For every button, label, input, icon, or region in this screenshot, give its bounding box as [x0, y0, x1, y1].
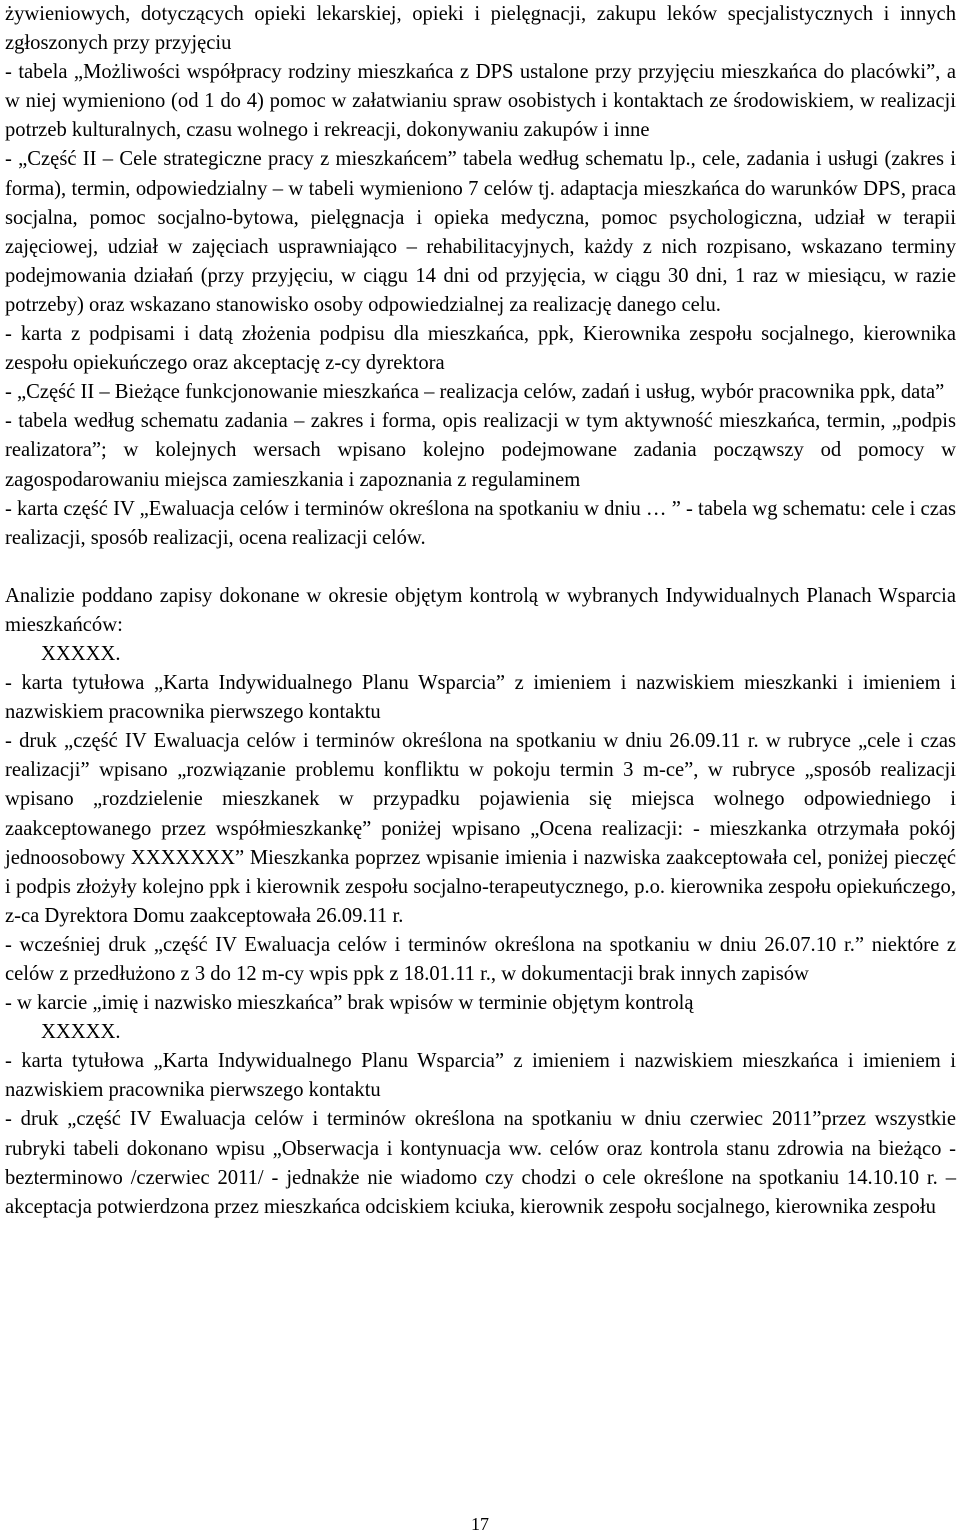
paragraph-analysis-intro: Analizie poddano zapisy dokonane w okresie objętym kontrolą w wybranych Indywidualnych Planach Wsparcia mieszkańców: [5, 584, 956, 636]
paragraph-resident-card-no-entries: - w karcie „imię i nazwisko mieszkańca” brak wpisów w terminie objętym kontrolą [5, 992, 694, 1015]
paragraph-evaluation-june-2011: - druk „część IV Ewaluacja celów i terminów określona na spotkaniu w dniu czerwiec 2011”przez wszystkie rubryki tabeli dokonano wpisu „Obserwacja i kontynuacja ww. celów oraz kontrola stanu zdrowia na bieżąco - bezterminowo /czerwiec 2011/ - jednakże nie wiadomo czy chodzi o cele określone na spotkaniu 14.10.10 r. – akceptacja potwierdzona przez mieszkańca odciskiem kciuka, kierownik zespołu socjalnego, kierownika zespołu [5, 1108, 956, 1218]
page-number: 17 [471, 1514, 489, 1534]
document-body [5, 0, 956, 1222]
resident-code-second: XXXXX. [41, 1021, 121, 1044]
paragraph-spacer [5, 553, 956, 582]
paragraph-task-table: - tabela według schematu zadania – zakres i forma, opis realizacji w tym aktywność mieszkańca, termin, „podpis realizatora”; w kolejnych wersach wpisano kolejno podejmowane zadania począwszy od pomocy w zagospodarowaniu miejsca zamieszkania i zapoznania z regulaminem [5, 410, 956, 491]
paragraph-evaluation-26-09-11: - druk „część IV Ewaluacja celów i terminów określona na spotkaniu w dniu 26.09.11 r. w rubryce „cele i czas realizacji” wpisano „rozwiązanie problemu konfliktu w pokoju termin 3 m-ce”, w rubryce „sposób realizacji wpisano „rozdzielenie mieszkanek w przypadku pojawienia się miejsca wolnego odpowiedniego i zaakceptowanego przez współmieszkankę” poniżej wpisano „Ocena realizacji: - mieszkanka otrzymała pokój jednoosobowy XXXXXXX” Mieszkanka poprzez wpisanie imienia i nazwiska zaakceptowała cel, poniżej pieczęć i podpis złożyły kolejno ppk i kierownik zespołu socjalno-terapeutycznego, p.o. kierownika zespołu opiekuńczego, z-ca Dyrektora Domu zaakceptowała 26.09.11 r. [5, 730, 956, 927]
paragraph-part-two-current-functioning: - „Część II – Bieżące funkcjonowanie mieszkańca – realizacja celów, zadań i usług, wybór pracownika ppk, data” [5, 381, 945, 404]
resident-code-first: XXXXX. [41, 642, 121, 665]
paragraph-signature-card: - karta z podpisami i datą złożenia podpisu dla mieszkańca, ppk, Kierownika zespołu socjalnego, kierownika zespołu opiekuńczego oraz akceptację z-cy dyrektora [5, 323, 956, 375]
paragraph-title-card-second: - karta tytułowa „Karta Indywidualnego Planu Wsparcia” z imieniem i nazwiskiem mieszkańca i imieniem i nazwiskiem pracownika pierwszego kontaktu [5, 1050, 956, 1102]
paragraph-title-card-first: - karta tytułowa „Karta Indywidualnego Planu Wsparcia” z imieniem i nazwiskiem mieszkanki i imieniem i nazwiskiem pracownika pierwszego kontaktu [5, 672, 956, 724]
paragraph-family-cooperation-table: - tabela „Możliwości współpracy rodziny mieszkańca z DPS ustalone przy przyjęciu mieszkańca do placówki”, a w niej wymieniono (od 1 do 4) pomoc w załatwianiu spraw osobistych i kontaktach ze środowiskiem, w realizacji potrzeb kulturalnych, czasu wolnego i rekreacji, dokonywaniu zakupów i inne [5, 61, 956, 142]
paragraph-part-four-evaluation-card: - karta część IV „Ewaluacja celów i terminów określona na spotkaniu w dniu … ” - tabela wg schematu: cele i czas realizacji, sposób realizacji, ocena realizacji celów. [5, 497, 956, 549]
paragraph-part-two-strategic-goals: - „Część II – Cele strategiczne pracy z mieszkańcem” tabela według schematu lp., cele, zadania i usługi (zakres i forma), termin, odpowiedzialny – w tabeli wymieniono 7 celów tj. adaptacja mieszkańca do warunków DPS, praca socjalna, pomoc socjalno-bytowa, pielęgnacja i opieka medyczna, pomoc psychologiczna, udział w terapii zajęciowej, udział w zajęciach usprawniająco – rehabilitacyjnych, każdy z nich rozpisano, wskazano terminy podejmowania działań (przy przyjęciu, w ciągu 14 dni od przyjęcia, w ciągu 30 dni, 1 raz w miesiącu, w razie potrzeby) oraz wskazano stanowisko osoby odpowiedzialnej za realizację danego celu. [5, 148, 956, 316]
paragraph-evaluation-26-07-10: - wcześniej druk „część IV Ewaluacja celów i terminów określona na spotkaniu w dniu 26.07.10 r.” niektóre z celów z przedłużono z 3 do 12 m-cy wpis ppk z 18.01.11 r., w dokumentacji brak innych zapisów [5, 933, 956, 985]
paragraph-nutrition-continuation: żywieniowych, dotyczących opieki lekarskiej, opieki i pielęgnacji, zakupu leków specjalistycznych i innych zgłoszonych przy przyjęciu [5, 3, 956, 55]
